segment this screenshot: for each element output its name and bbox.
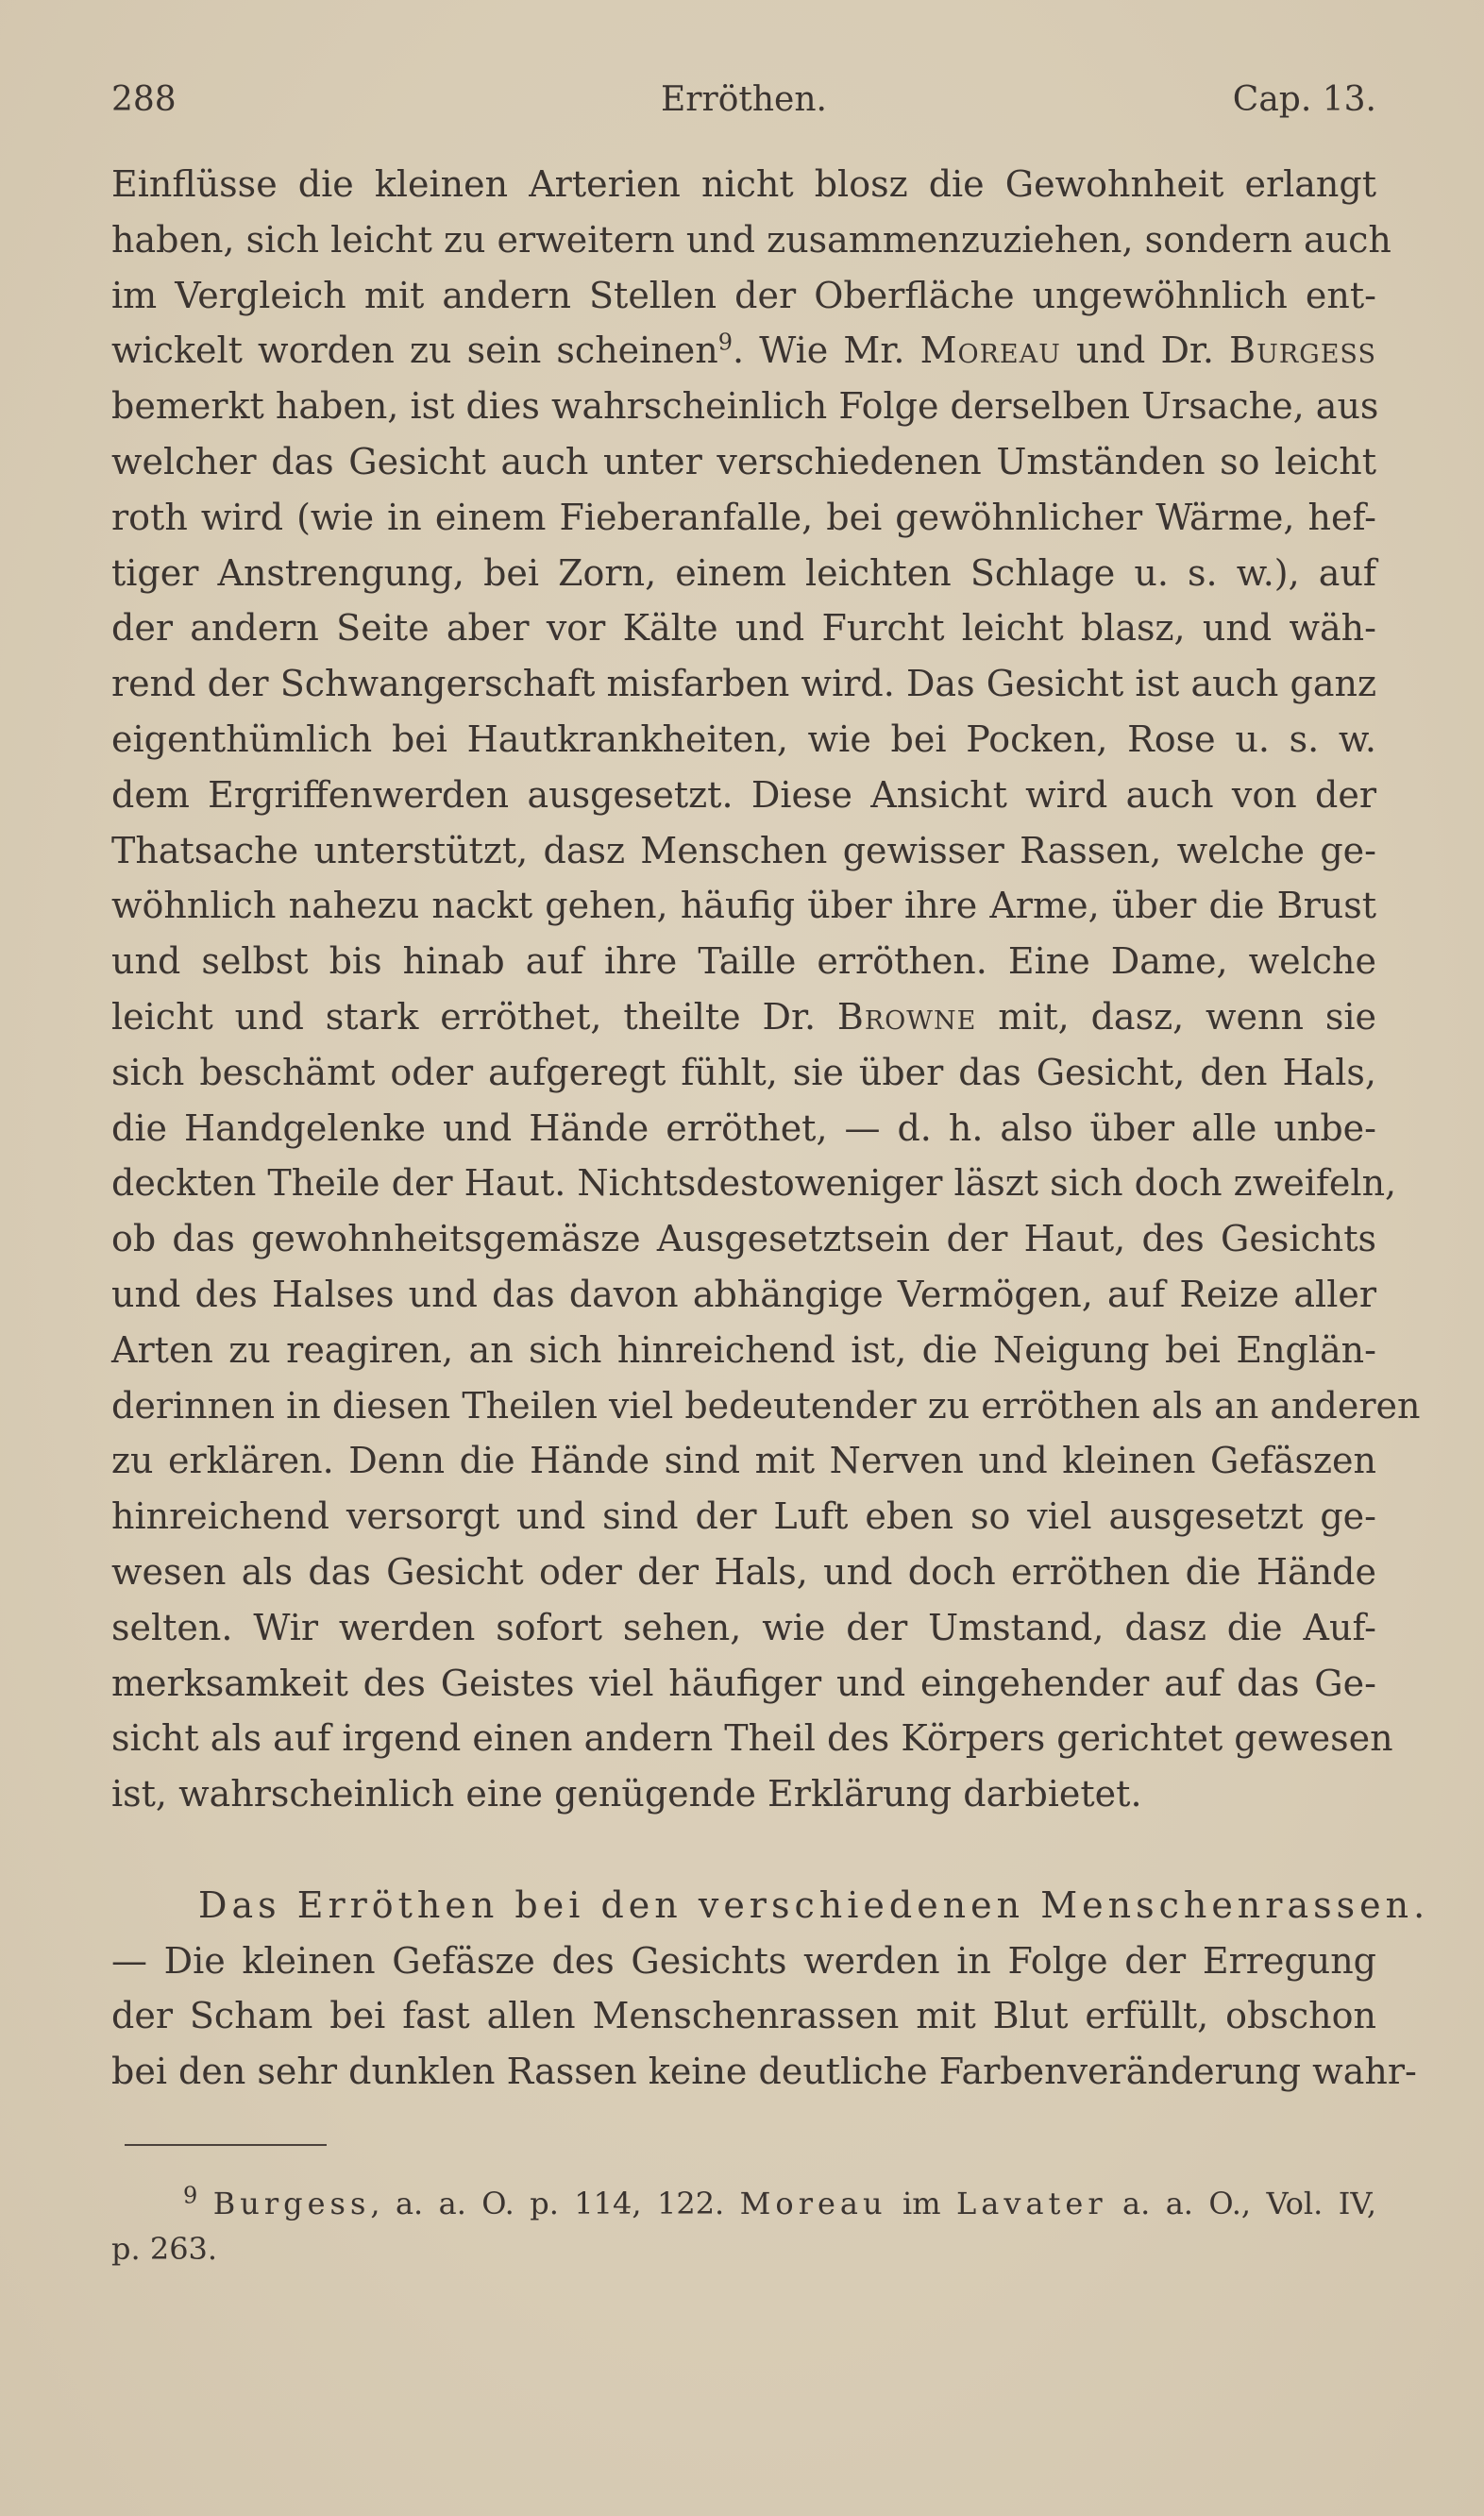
text-line: — Die kleinen Gefäsze des Gesichts werden in Folge der Erregung [111, 1939, 1376, 1982]
text-line: ist, wahrscheinlich eine genügende Erklärung darbietet. [111, 1773, 1142, 1815]
footnote-reference: 9 [717, 329, 734, 356]
text-segment: leicht und stark erröthet, theilte Dr. [111, 995, 817, 1038]
author-name: Browne [836, 995, 977, 1038]
text-line: der andern Seite aber vor Kälte und Furcht leicht blasz, und wäh- [111, 607, 1376, 650]
footnote-author: Lavater [956, 2186, 1107, 2221]
section-heading: Das Erröthen bei den verschiedenen Menschenrassen. [198, 1883, 1430, 1926]
author-name: Burgess [1229, 329, 1376, 372]
text-line: hinreichend versorgt und sind der Luft eben so viel ausgesetzt ge- [111, 1495, 1376, 1538]
text-line: haben, sich leicht zu erweitern und zusammenzuziehen, sondern auch [111, 218, 1391, 261]
footnote-author: Moreau [739, 2186, 887, 2221]
text-line: welcher das Gesicht auch unter verschiedenen Umständen so leicht [111, 440, 1376, 482]
text-line: der Scham bei fast allen Menschenrassen mit Blut erfüllt, obschon [111, 1995, 1376, 2037]
footnote-mark: 9 [183, 2182, 198, 2209]
text-segment: . Wie Mr. [733, 329, 905, 372]
text-line: merksamkeit des Geistes viel häufiger und eingehender auf das Ge- [111, 1662, 1376, 1704]
footnote-line [111, 2181, 1376, 2226]
footnote-text: im [902, 2186, 941, 2221]
text-line: bemerkt haben, ist dies wahrscheinlich Folge derselben Ursache, aus [111, 385, 1379, 428]
text-line: wesen als das Gesicht oder der Hals, und doch erröthen die Hände [111, 1550, 1376, 1593]
text-line: selten. Wir werden sofort sehen, wie der Umstand, dasz die Auf- [111, 1606, 1376, 1648]
text-line: eigenthümlich bei Hautkrankheiten, wie bei Pocken, Rose u. s. w. [111, 718, 1376, 760]
footnote [111, 2181, 1376, 2271]
text-segment: mit, dasz, wenn sie [998, 995, 1376, 1038]
page-number: 288 [111, 80, 177, 119]
text-line: Einflüsse die kleinen Arterien nicht blosz die Gewohnheit erlangt [111, 163, 1376, 205]
running-title: Erröthen. [661, 80, 827, 119]
footnote-text: , a. a. O. p. 114, 122. [370, 2186, 725, 2221]
text-line: roth wird (wie in einem Fieberanfalle, bei gewöhnlicher Wärme, hef- [111, 496, 1376, 538]
text-line [111, 323, 1376, 379]
text-line: und selbst bis hinab auf ihre Taille erröthen. Eine Dame, welche [111, 940, 1376, 983]
text-line: derinnen in diesen Theilen viel bedeutender zu erröthen als an anderen [111, 1384, 1421, 1427]
text-line: deckten Theile der Haut. Nichtsdestoweniger läszt sich doch zweifeln, [111, 1162, 1397, 1205]
text-line: dem Ergriffenwerden ausgesetzt. Diese Ansicht wird auch von der [111, 773, 1376, 816]
text-line: ob das gewohnheitsgemäsze Ausgesetztsein der Haut, des Gesichts [111, 1218, 1376, 1260]
footnote-line: p. 263. [111, 2231, 218, 2267]
chapter-label: Cap. 13. [1232, 80, 1376, 119]
text-line [111, 989, 1376, 1045]
footnote-author: Burgess [212, 2186, 371, 2221]
body-text [111, 157, 1430, 2100]
footnote-text: a. a. O., Vol. IV, [1122, 2186, 1377, 2221]
text-line: tiger Anstrengung, bei Zorn, einem leichten Schlage u. s. w.), auf [111, 551, 1376, 594]
text-segment: und Dr. [1076, 329, 1214, 372]
text-line: und des Halses und das davon abhängige Vermögen, auf Reize aller [111, 1273, 1376, 1315]
text-line: Arten zu reagiren, an sich hinreichend ist, die Neigung bei Englän- [111, 1328, 1376, 1371]
text-line: sich beschämt oder aufgeregt fühlt, sie über das Gesicht, den Hals, [111, 1051, 1376, 1093]
running-head [111, 74, 1376, 127]
text-line: bei den sehr dunklen Rassen keine deutliche Farbenveränderung wahr- [111, 2051, 1417, 2093]
text-line: zu erklären. Denn die Hände sind mit Nerven und kleinen Gefäszen [111, 1440, 1376, 1482]
text-segment: wickelt worden zu sein scheinen [111, 329, 718, 372]
author-name: Moreau [919, 329, 1061, 372]
text-line: die Handgelenke und Hände erröthet, — d. h. also über alle unbe- [111, 1106, 1376, 1149]
text-line: im Vergleich mit andern Stellen der Oberfläche ungewöhnlich ent- [111, 274, 1376, 316]
footnote-rule [125, 2144, 327, 2146]
paragraph-gap [111, 1822, 1376, 1878]
text-line: Thatsache unterstützt, dasz Menschen gewisser Rassen, welche ge- [111, 829, 1376, 871]
text-line: rend der Schwangerschaft misfarben wird. Das Gesicht ist auch ganz [111, 663, 1376, 705]
text-line: wöhnlich nahezu nackt gehen, häufig über ihre Arme, über die Brust [111, 885, 1376, 927]
section-heading-line [111, 1878, 1430, 1933]
text-line: sicht als auf irgend einen andern Theil des Körpers gerichtet gewesen [111, 1717, 1393, 1760]
